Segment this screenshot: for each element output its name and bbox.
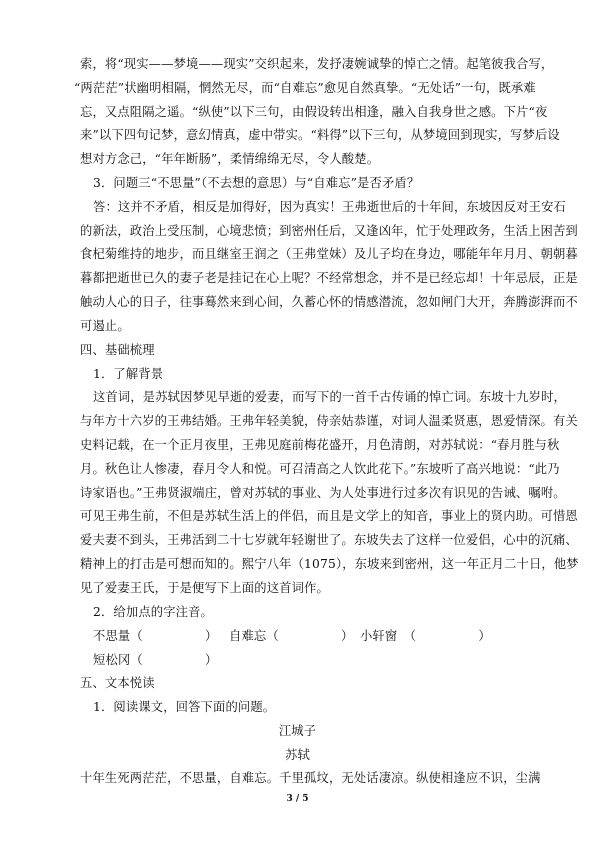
answer-line: 食杞菊维持的地步，而且继室王润之（王弗堂妹）及儿子均在身边，哪能年年月月、朝朝暮 <box>80 247 578 261</box>
pinyin-item: 小轩窗 （ ） <box>360 629 491 643</box>
page-number: 3 / 5 <box>286 794 309 804</box>
background-line: 史料记载，在一个正月夜里，王弗见庭前梅花盛开，月色清朗，对苏轼说：“春月胜与秋 <box>80 438 560 452</box>
answer-line: 答：这并不矛盾，相反是加得好，因为真实！王弗逝世后的十年间，东坡因反对王安石 <box>93 200 566 214</box>
background-line: 爱夫妻不到头，王弗活到二十七岁就年轻谢世了。东坡失去了这样一位爱侣，心中的沉痛、 <box>80 533 578 547</box>
paragraph-line: “两茫茫”状幽明相隔，惘然无尽，而“自难忘”愈见自然真挚。“无处话”一句，既承难 <box>74 81 536 95</box>
background-line: 可见王弗生前，不但是苏轼生活上的伴侣，而且是文学上的知音，事业上的贤内助。可惜恩 <box>80 509 578 523</box>
item-heading: 2．给加点的字注音。 <box>93 605 213 619</box>
paragraph-line: 来”以下四句记梦，意幻情真，虚中带实。“料得”以下三句，从梦境回到现实，写梦后设 <box>80 128 560 142</box>
background-line: 见了爱妻王氏，于是便写下上面的这首词作。 <box>80 581 329 595</box>
background-line: 月。秋色让人惨凄，春月令人和悦。可召清高之人饮此花下。”东坡听了高兴地说：“此乃 <box>80 462 560 476</box>
poem-author: 苏轼 <box>285 748 310 762</box>
background-line: 诗家语也。”王弗贤淑端庄，曾对苏轼的事业、为人处事进行过多次有识见的告诫、嘱咐。 <box>80 486 566 500</box>
answer-line: 的新法，政治上受压制，心境悲愤；到密州任后，又逢凶年，忙于处理政务，生活上困苦到 <box>80 224 578 238</box>
item-heading: 1．阅读课文，回答下面的问题。 <box>93 700 276 714</box>
section-heading: 五、文本悦读 <box>80 676 155 690</box>
answer-line: 可遏止。 <box>80 319 130 333</box>
answer-line: 触动人心的日子，往事蓦然来到心间，久蓄心怀的情感潜流，忽如闸门大开，奔腾澎湃而不 <box>80 295 578 309</box>
background-line: 这首词，是苏轼因梦见早逝的爱妻，而写下的一首千古传诵的悼亡词。东坡十九岁时， <box>93 390 566 404</box>
item-heading: 1．了解背景 <box>93 367 164 381</box>
poem-line: 十年生死两茫茫，不思量，自难忘。千里孤坟，无处话凄凉。纵使相逢应不识，尘满 <box>80 771 541 785</box>
section-heading: 四、基础梳理 <box>80 343 155 357</box>
pinyin-item: 自难忘（ ） <box>229 629 354 643</box>
pinyin-item: 不思量（ ） <box>93 629 218 643</box>
background-line: 与年方十六岁的王弗结婚。王弗年轻美貌，侍亲姑恭谨，对词人温柔贤惠，恩爱情深。有关 <box>80 414 578 428</box>
background-line: 精神上的打击是可想而知的。熙宁八年（1075），东坡来到密州，这一年正月二十日，他梦 <box>80 557 579 571</box>
pinyin-item: 短松冈（ ） <box>93 653 218 667</box>
question-3: 3．问题三“不思量”（不去想的意思）与“自难忘”是否矛盾？ <box>93 176 420 190</box>
paragraph-line: 忘，又点阻隔之遥。“纵使”以下三句，由假设转出相逢，融入自我身世之感。下片“夜 <box>80 105 548 119</box>
paragraph-line: 想对方念己，“年年断肠”，柔情绵绵无尽，令人酸楚。 <box>80 152 380 166</box>
answer-line: 暮都把逝世已久的妻子老是挂记在心上呢？不经常想念，并不是已经忘却！十年忌辰，正是 <box>80 271 578 285</box>
poem-title: 江城子 <box>278 724 317 738</box>
paragraph-line: 索，将“现实——梦境——现实”交织起来，发抒凄婉诚挚的悼亡之情。起笔彼我合写， <box>80 57 554 71</box>
